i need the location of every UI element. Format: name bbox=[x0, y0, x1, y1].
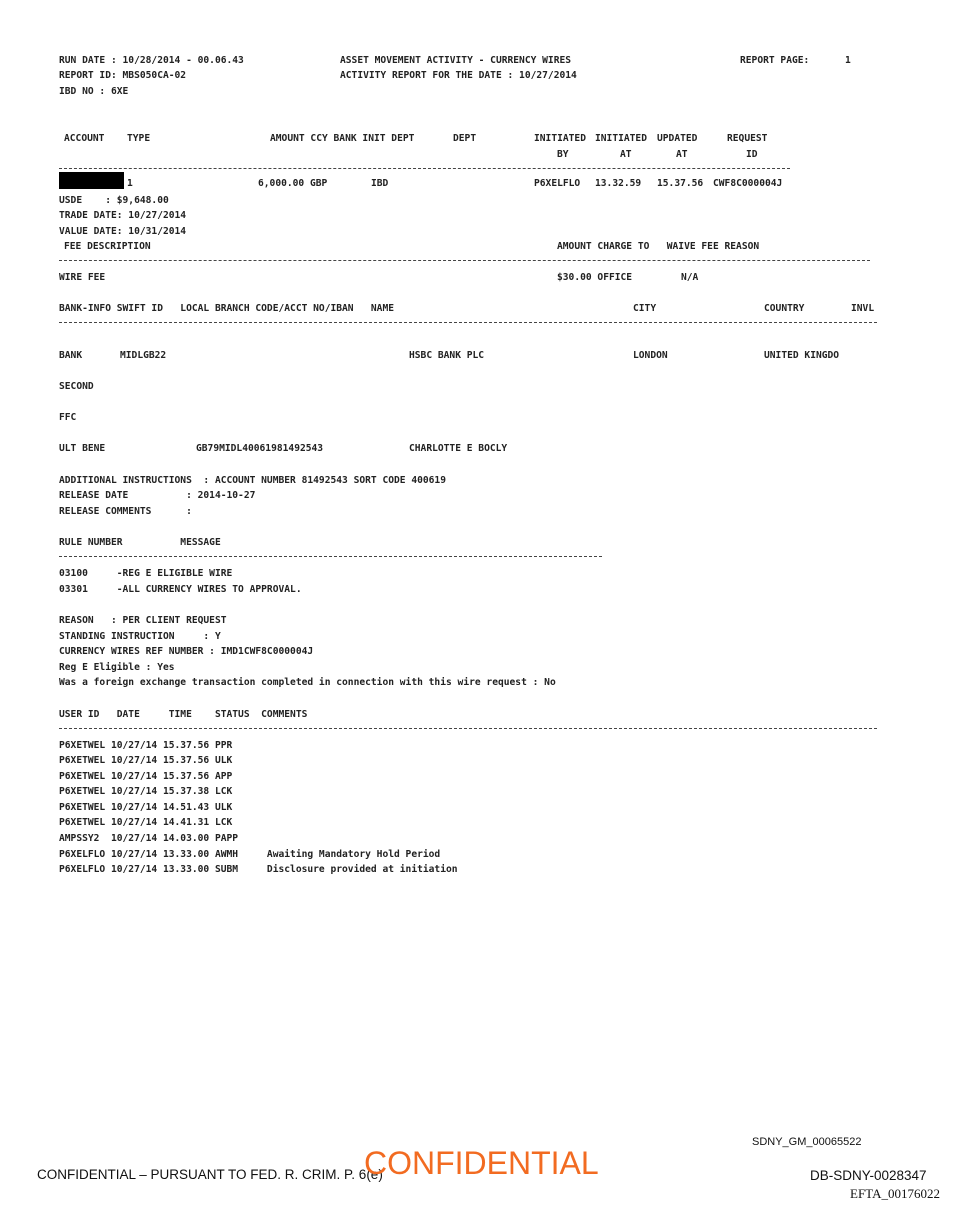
additional-instructions: ADDITIONAL INSTRUCTIONS : ACCOUNT NUMBER 81492543 SORT CODE 400619 bbox=[59, 475, 446, 486]
log-row: P6XETWEL 10/27/14 14.51.43 ULK bbox=[59, 802, 233, 813]
wire-value-date: VALUE DATE: 10/31/2014 bbox=[59, 226, 187, 237]
log-rule bbox=[59, 728, 877, 729]
col-request-id-2: ID bbox=[746, 149, 758, 160]
bank-swift: MIDLGB22 bbox=[120, 350, 167, 361]
col-amount-group: AMOUNT CCY BANK INIT DEPT bbox=[270, 133, 415, 144]
fee-amount-charge: $30.00 OFFICE bbox=[557, 272, 633, 283]
col-updated-at-2: AT bbox=[676, 149, 688, 160]
redaction-box bbox=[59, 172, 124, 189]
bank-info-invl-header: INVL bbox=[851, 303, 875, 314]
wire-initiated-by: P6XELFLO bbox=[534, 178, 581, 189]
rule-header: RULE NUMBER MESSAGE bbox=[59, 537, 221, 548]
col-initiated-by: INITIATED bbox=[534, 133, 586, 144]
bank-name: HSBC BANK PLC bbox=[409, 350, 485, 361]
ult-bene-label: ULT BENE bbox=[59, 443, 106, 454]
col-initiated-by-2: BY bbox=[557, 149, 569, 160]
wire-updated-at: 15.37.56 bbox=[657, 178, 704, 189]
col-type: TYPE bbox=[127, 133, 151, 144]
log-row: AMPSSY2 10/27/14 14.03.00 PAPP bbox=[59, 833, 239, 844]
ult-bene-iban: GB79MIDL40061981492543 bbox=[196, 443, 324, 454]
log-row: P6XETWEL 10/27/14 15.37.56 APP bbox=[59, 771, 233, 782]
wire-request-id: CWF8C000004J bbox=[713, 178, 783, 189]
fee-desc-header: FEE DESCRIPTION bbox=[64, 241, 151, 252]
fee-description: WIRE FEE bbox=[59, 272, 106, 283]
wire-init-dept: IBD bbox=[371, 178, 389, 189]
confidential-notice: CONFIDENTIAL – PURSUANT TO FED. R. CRIM. P. 6(e) bbox=[37, 1167, 383, 1182]
reg-e-eligible: Reg E Eligible : Yes bbox=[59, 662, 175, 673]
fee-waive: N/A bbox=[681, 272, 699, 283]
second-label: SECOND bbox=[59, 381, 94, 392]
bates-number-bottom: EFTA_00176022 bbox=[850, 1186, 940, 1201]
run-date: RUN DATE : 10/28/2014 - 00.06.43 bbox=[59, 55, 244, 66]
wire-amount: 6,000.00 GBP bbox=[258, 178, 328, 189]
log-header: USER ID DATE TIME STATUS COMMENTS bbox=[59, 709, 308, 720]
bates-number-mid: DB-SDNY-0028347 bbox=[810, 1168, 927, 1183]
currency-wires-ref: CURRENCY WIRES REF NUMBER : IMD1CWF8C000004J bbox=[59, 646, 314, 657]
col-request-id: REQUEST bbox=[727, 133, 768, 144]
report-page-number: 1 bbox=[845, 55, 851, 66]
ult-bene-name: CHARLOTTE E BOCLY bbox=[409, 443, 508, 454]
wire-initiated-at: 13.32.59 bbox=[595, 178, 642, 189]
col-initiated-at: INITIATED bbox=[595, 133, 647, 144]
bank-info-city-header: CITY bbox=[633, 303, 657, 314]
fee-rule bbox=[59, 260, 870, 261]
header-rule bbox=[59, 168, 790, 169]
col-account: ACCOUNT bbox=[64, 133, 105, 144]
rule-row: 03301 -ALL CURRENCY WIRES TO APPROVAL. bbox=[59, 584, 302, 595]
log-row: P6XETWEL 10/27/14 15.37.56 ULK bbox=[59, 755, 233, 766]
fee-right-header: AMOUNT CHARGE TO WAIVE FEE REASON bbox=[557, 241, 760, 252]
col-dept: DEPT bbox=[453, 133, 477, 144]
col-initiated-at-2: AT bbox=[620, 149, 632, 160]
report-subtitle: ACTIVITY REPORT FOR THE DATE : 10/27/2014 bbox=[340, 70, 577, 81]
wire-type: 1 bbox=[127, 178, 133, 189]
wire-trade-date: TRADE DATE: 10/27/2014 bbox=[59, 210, 187, 221]
release-comments: RELEASE COMMENTS : bbox=[59, 506, 192, 517]
bank-country: UNITED KINGDO bbox=[764, 350, 840, 361]
col-updated-at: UPDATED bbox=[657, 133, 698, 144]
bank-info-rule bbox=[59, 322, 877, 323]
bank-info-country-header: COUNTRY bbox=[764, 303, 805, 314]
log-row: P6XETWEL 10/27/14 15.37.56 PPR bbox=[59, 740, 233, 751]
rule-divider bbox=[59, 556, 602, 557]
bank-city: LONDON bbox=[633, 350, 668, 361]
bank-info-header: BANK-INFO SWIFT ID LOCAL BRANCH CODE/ACCT NO/IBAN NAME bbox=[59, 303, 395, 314]
bates-number-top: SDNY_GM_00065522 bbox=[752, 1136, 862, 1148]
release-date: RELEASE DATE : 2014-10-27 bbox=[59, 490, 256, 501]
reason: REASON : PER CLIENT REQUEST bbox=[59, 615, 227, 626]
rule-row: 03100 -REG E ELIGIBLE WIRE bbox=[59, 568, 233, 579]
fx-question: Was a foreign exchange transaction completed in connection with this wire request : No bbox=[59, 677, 556, 688]
ffc-label: FFC bbox=[59, 412, 77, 423]
log-row: P6XETWEL 10/27/14 15.37.38 LCK bbox=[59, 786, 233, 797]
standing-instruction: STANDING INSTRUCTION : Y bbox=[59, 631, 221, 642]
ibd-no: IBD NO : 6XE bbox=[59, 86, 129, 97]
log-row: P6XETWEL 10/27/14 14.41.31 LCK bbox=[59, 817, 233, 828]
report-id: REPORT ID: MBS050CA-02 bbox=[59, 70, 187, 81]
bank-label: BANK bbox=[59, 350, 83, 361]
log-row: P6XELFLO 10/27/14 13.33.00 AWMH Awaiting Mandatory Hold Period bbox=[59, 849, 441, 860]
confidential-stamp: CONFIDENTIAL bbox=[364, 1145, 599, 1181]
report-page-label: REPORT PAGE: bbox=[740, 55, 810, 66]
wire-usde: USDE : $9,648.00 bbox=[59, 195, 169, 206]
report-title: ASSET MOVEMENT ACTIVITY - CURRENCY WIRES bbox=[340, 55, 572, 66]
log-row: P6XELFLO 10/27/14 13.33.00 SUBM Disclosure provided at initiation bbox=[59, 864, 458, 875]
